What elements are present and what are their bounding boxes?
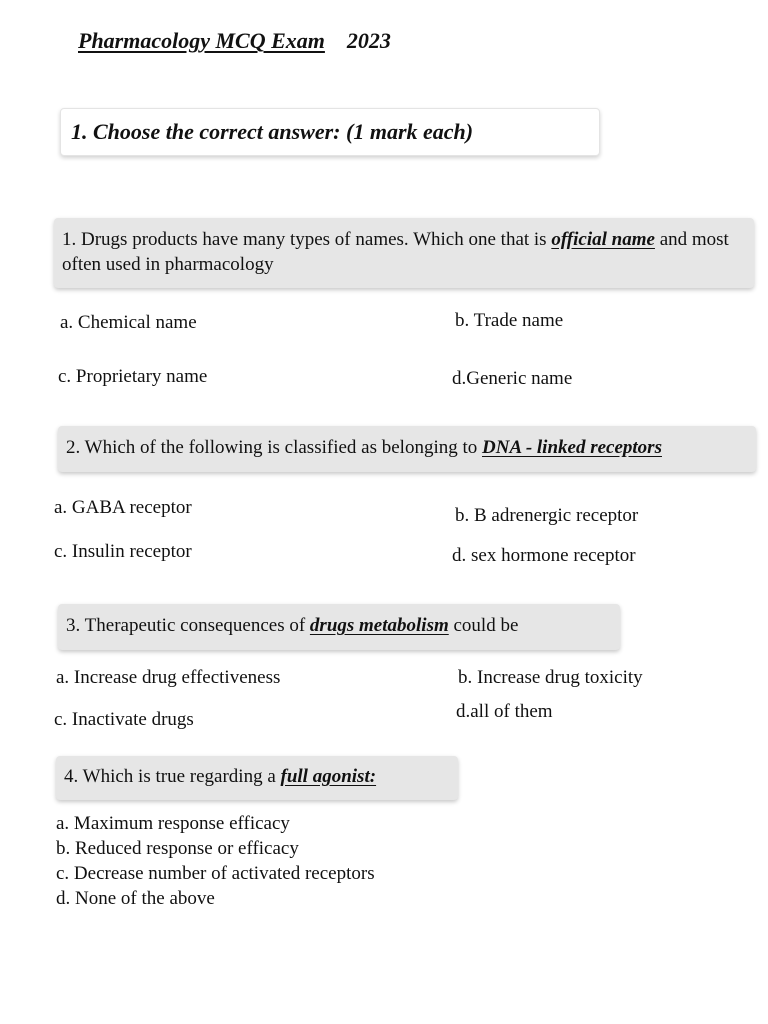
question-3-keyword: drugs metabolism — [309, 615, 449, 636]
question-4 — [56, 756, 458, 800]
question-3 — [58, 604, 620, 650]
question-1-text: 1. Drugs products have many types of names. Which one that is — [62, 229, 552, 250]
exam-title — [78, 28, 391, 54]
exam-title-text: Pharmacology MCQ Exam — [78, 28, 325, 53]
question-3-text: 3. Therapeutic consequences of — [66, 615, 310, 636]
q2-option-b[interactable]: b. B adrenergic receptor — [455, 505, 639, 526]
exam-year: 2023 — [346, 28, 391, 53]
q2-option-a[interactable]: a. GABA receptor — [54, 497, 192, 518]
question-1-keyword: official name — [551, 229, 655, 250]
q3-option-c[interactable]: c. Inactivate drugs — [54, 709, 194, 730]
question-4-keyword: full agonist: — [280, 766, 377, 787]
q3-option-a[interactable]: a. Increase drug effectiveness — [56, 667, 281, 688]
q4-option-b[interactable]: b. Reduced response or efficacy — [56, 838, 299, 859]
q4-option-a[interactable]: a. Maximum response efficacy — [56, 813, 290, 834]
q2-option-c[interactable]: c. Insulin receptor — [54, 541, 192, 562]
question-4-text: 4. Which is true regarding a — [64, 766, 281, 787]
q1-option-d[interactable]: d.Generic name — [452, 368, 573, 389]
question-2-text: 2. Which of the following is classified as belonging to — [66, 437, 482, 458]
instruction-text: 1. Choose the correct answer: (1 mark each) — [71, 119, 474, 144]
q4-option-d[interactable]: d. None of the above — [56, 888, 215, 909]
q4-options-list — [56, 811, 375, 911]
q1-option-a[interactable]: a. Chemical name — [60, 312, 197, 333]
question-1 — [54, 218, 754, 288]
question-3-text-end: could be — [448, 615, 519, 636]
instruction-box — [60, 108, 600, 156]
q2-option-d[interactable]: d. sex hormone receptor — [452, 545, 636, 566]
q1-option-c[interactable]: c. Proprietary name — [58, 366, 208, 387]
q3-option-b[interactable]: b. Increase drug toxicity — [458, 667, 643, 688]
question-2 — [58, 426, 756, 472]
q4-option-c[interactable]: c. Decrease number of activated receptors — [56, 863, 375, 884]
q1-option-b[interactable]: b. Trade name — [455, 310, 564, 331]
question-2-keyword: DNA - linked receptors — [482, 437, 662, 458]
question-1-text-end: and most often used in pharmacology — [62, 229, 729, 275]
q3-option-d[interactable]: d.all of them — [456, 701, 553, 722]
